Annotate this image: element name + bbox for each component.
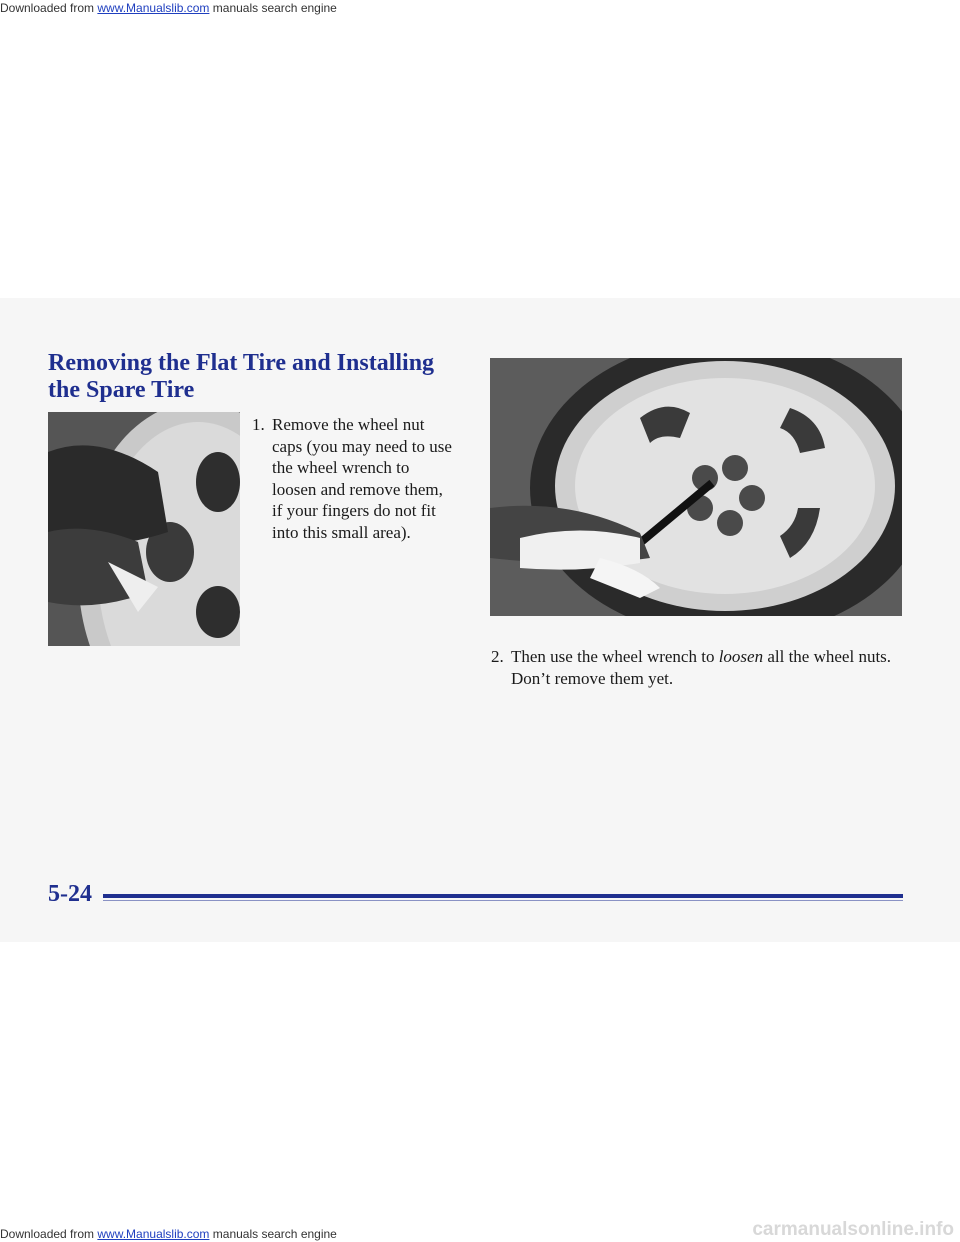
step-2-text-before: Then use the wheel wrench to bbox=[511, 647, 719, 666]
banner-prefix: Downloaded from bbox=[0, 1, 98, 15]
watermark: carmanualsonline.info bbox=[752, 1219, 954, 1240]
step-2-number: 2. bbox=[491, 647, 504, 666]
step-2-text-after: all the wheel nuts. Don’t remove them yet. bbox=[511, 647, 892, 688]
hand-removing-cap-illustration bbox=[48, 412, 240, 646]
download-banner-top bbox=[0, 0, 337, 16]
step-2 bbox=[491, 646, 901, 689]
step-2-text bbox=[491, 646, 901, 689]
footer-rule bbox=[103, 894, 903, 898]
banner-bottom-prefix: Downloaded from bbox=[0, 1227, 98, 1241]
manualslib-link-bottom[interactable]: www.Manualslib.com bbox=[97, 1227, 210, 1241]
banner-suffix: manuals search engine bbox=[209, 1, 337, 15]
photo-loosening-wheel-nuts bbox=[490, 358, 902, 616]
photo-removing-nut-caps bbox=[48, 412, 240, 646]
footer-rule-thin bbox=[103, 900, 903, 901]
page-number: 5-24 bbox=[48, 881, 92, 907]
banner-bottom-suffix: manuals search engine bbox=[209, 1227, 337, 1241]
step-2-emphasis: loosen bbox=[718, 647, 764, 666]
manualslib-link[interactable]: www.Manualslib.com bbox=[97, 1, 210, 15]
download-banner-bottom bbox=[0, 1226, 337, 1242]
wheel-wrench-illustration bbox=[490, 358, 902, 616]
step-1-text: Remove the wheel nut caps (you may need to use the wheel wrench to loosen and remove them, if your fingers do not fit into this small area). bbox=[272, 415, 452, 542]
step-1 bbox=[252, 414, 452, 543]
step-1-number: 1. bbox=[252, 415, 265, 434]
section-heading: Removing the Flat Tire and Installing the Spare Tire bbox=[48, 350, 435, 403]
